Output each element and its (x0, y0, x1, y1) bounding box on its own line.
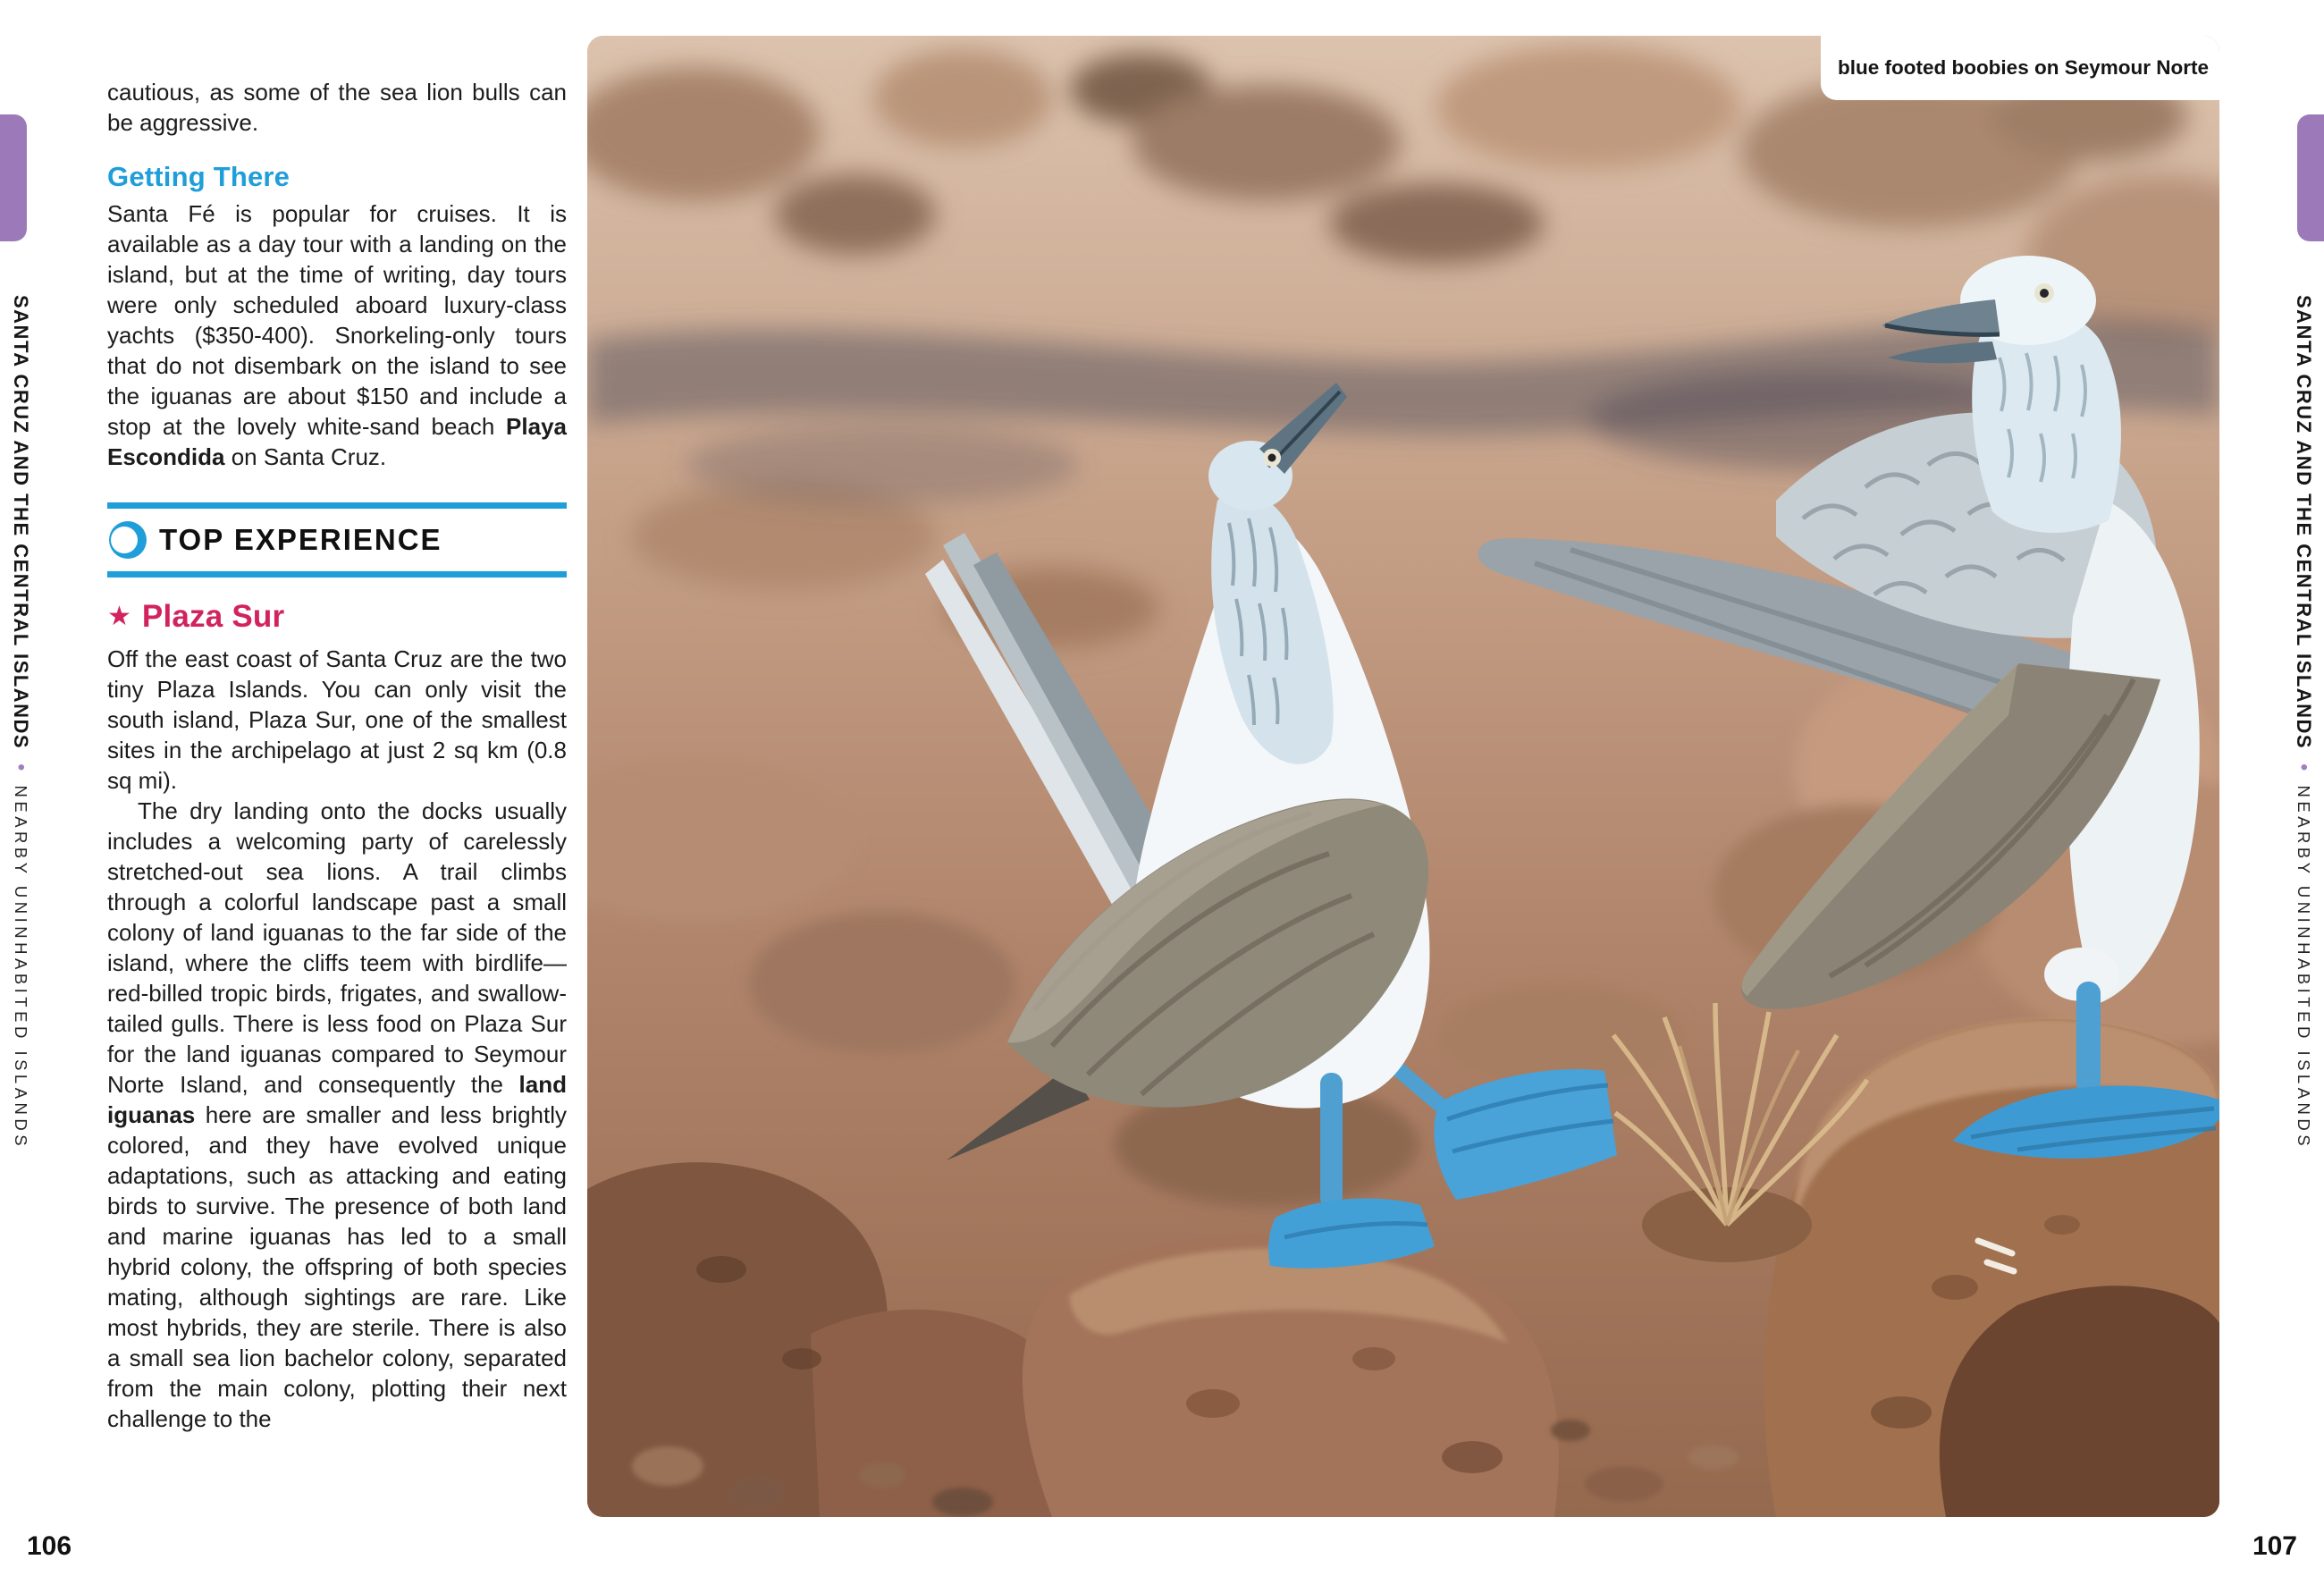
page-number-right: 107 (2252, 1531, 2297, 1561)
plaza-sur-heading (107, 599, 567, 635)
photo (587, 36, 2219, 1517)
plaza-sur-title: Plaza Sur (141, 599, 285, 634)
bold-place-name: Playa Escondida (107, 413, 567, 470)
section-title: NEARBY UNINHABITED ISLANDS (2295, 785, 2313, 1151)
bullet-separator: • (9, 763, 33, 771)
page-number-left: 106 (27, 1531, 72, 1561)
series-title: SANTA CRUZ AND THE CENTRAL ISLANDS (10, 295, 32, 750)
bold-land-iguanas: land iguanas (107, 1071, 567, 1128)
star-icon: ★ (107, 602, 131, 631)
plaza-sur-paragraph-1: Off the east coast of Santa Cruz are the two tiny Plaza Islands. You can only visit the south island, Plaza Sur, one of the smallest sites in the archipelago at just 2 sq km (0.8 sq mi). (107, 645, 567, 794)
right-margin-vertical-text (2291, 295, 2316, 1150)
section-title: NEARBY UNINHABITED ISLANDS (12, 785, 30, 1151)
getting-there-paragraph: Santa Fé is popular for cruises. It is available as a day tour with a landing on the island, but at the time of writing, day tours were only scheduled aboard luxury-class yachts ($350-400). Snorkeling-only tours that do not disembark on the island to see the iguanas are about $150 and include a stop at the lovely white-sand beach Playa Escondida on Santa Cruz. (107, 200, 567, 470)
series-title: SANTA CRUZ AND THE CENTRAL ISLANDS (2293, 295, 2315, 750)
photo-caption: blue footed boobies on Seymour Norte (1821, 36, 2219, 100)
top-experience-banner (107, 502, 567, 578)
intro-paragraph: cautious, as some of the sea lion bulls can be aggressive. (107, 79, 567, 136)
left-margin-tab (0, 114, 27, 241)
top-experience-label: TOP EXPERIENCE (159, 523, 442, 556)
photo-illustration (587, 36, 2219, 1517)
bullet-separator: • (2292, 763, 2316, 771)
moon-crescent-icon (109, 521, 147, 559)
left-margin-vertical-text (8, 295, 33, 1150)
plaza-sur-paragraph-2: The dry landing onto the docks usually includes a welcoming party of carelessly stretched-out sea lions. A trail climbs through a colorful landscape past a small colony of land iguanas to the far side of the island, where the cliffs teem with birdlife—red-billed tropic birds, frigates, and swallow-tailed gulls. There is less food on Plaza Sur for the land iguanas compared to Seymour Norte Island, and consequently the land iguanas here are smaller and less brightly colored, and they have evolved unique adaptations, such as attacking and eating birds to survive. The presence of both land and marine iguanas has led to a small hybrid colony, the offspring of both species mating, although sightings are rare. Like most hybrids, they are sterile. There is also a small sea lion bachelor colony, separated from the main colony, plotting their next challenge to the (107, 797, 567, 1432)
right-margin-tab (2297, 114, 2324, 241)
getting-there-heading: Getting There (107, 161, 290, 192)
article-column (107, 77, 567, 1434)
